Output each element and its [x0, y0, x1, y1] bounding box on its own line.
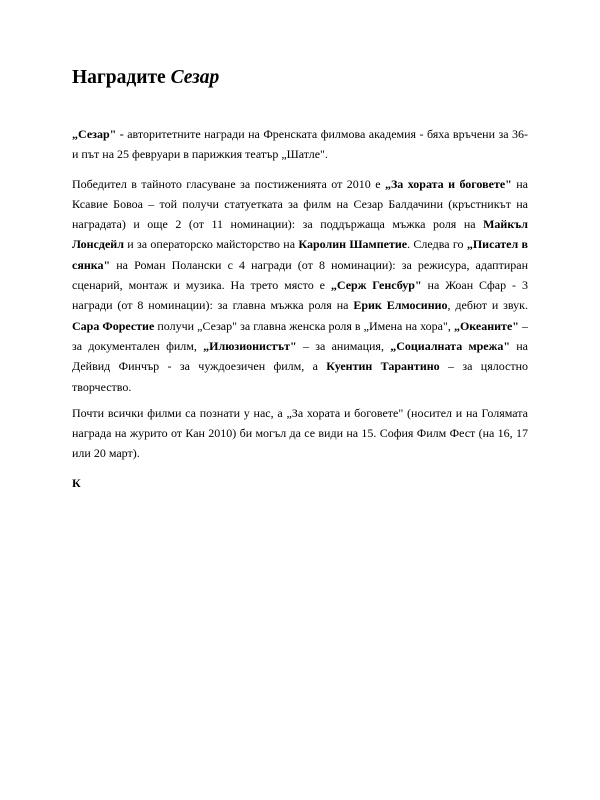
- text-run: Почти всички филми са познати у нас, а „За хората и боговете" (носител и на Голямата награда на журито от Кан 2010) би могъл да се види на 15. София Филм Фест (на 16, 17 или 20 март).: [72, 405, 528, 461]
- text-run: на Жоан Сфар - 3 награди (от 8 номинации): за главна мъжка роля на: [72, 278, 528, 313]
- text-run: на Ксавие Бовоа – той получи статуетката за филм на Сезар Балдачини (кръстникът на наградата) и още 2 (от 11 номинации): за поддържаща мъжка роля на: [72, 176, 529, 232]
- paragraph-winners: [72, 174, 528, 397]
- paragraph-closing: [72, 403, 528, 464]
- text-run: – за документален филм,: [72, 318, 529, 353]
- film-title: „Писател в сянка": [72, 237, 529, 272]
- article-body: [72, 124, 528, 493]
- text-run: получи „Сезар" за главна женска роля в „Имена на хора",: [154, 318, 454, 333]
- text-run: на Роман Полански с 4 награди (от 8 номинации): за режисура, адаптиран сценарий, монтаж и музика. На трето място е: [72, 257, 528, 293]
- person-name: Майкъл Лонсдейл: [72, 217, 528, 252]
- article-title: [72, 66, 219, 90]
- text-run: , дебют и звук.: [447, 298, 528, 313]
- person-name: Куентин Тарантино: [326, 359, 440, 374]
- text-run: – за анимация,: [296, 338, 391, 353]
- text-run: и за операторско майсторство на: [123, 237, 299, 252]
- bold-phrase: „Сезар" -: [72, 127, 124, 141]
- person-name: Сара Форестие: [72, 318, 155, 333]
- film-title: „За хората и боговете": [384, 176, 512, 191]
- title-italic: Сезар: [170, 67, 220, 88]
- text-run: на Дейвид Финчър - за чуждоезичен филм, а: [72, 338, 529, 374]
- text-run: авторитетните награди на Френската филмова академия - бяха връчени за 36-и път на 25 февруари в парижкия театър „Шатле".: [72, 127, 528, 162]
- text-run: – за цялостно творчество.: [72, 359, 529, 394]
- film-title: „Океаните": [453, 318, 519, 333]
- text-run: . Следва го: [407, 237, 467, 252]
- film-title: „Социалната мрежа": [390, 338, 510, 353]
- film-title: „Илюзионистът": [203, 338, 297, 353]
- author-initial: К: [72, 475, 81, 490]
- person-name: Каролин Шампетие: [298, 237, 408, 252]
- paragraph-intro: [72, 124, 528, 165]
- text-run: Победител в тайното гласуване за постиженията от 2010 е: [72, 176, 385, 191]
- title-main: Наградите: [72, 67, 166, 88]
- person-name: Ерик Елмосинио: [353, 298, 448, 313]
- film-title: „Серж Генсбур": [330, 278, 422, 293]
